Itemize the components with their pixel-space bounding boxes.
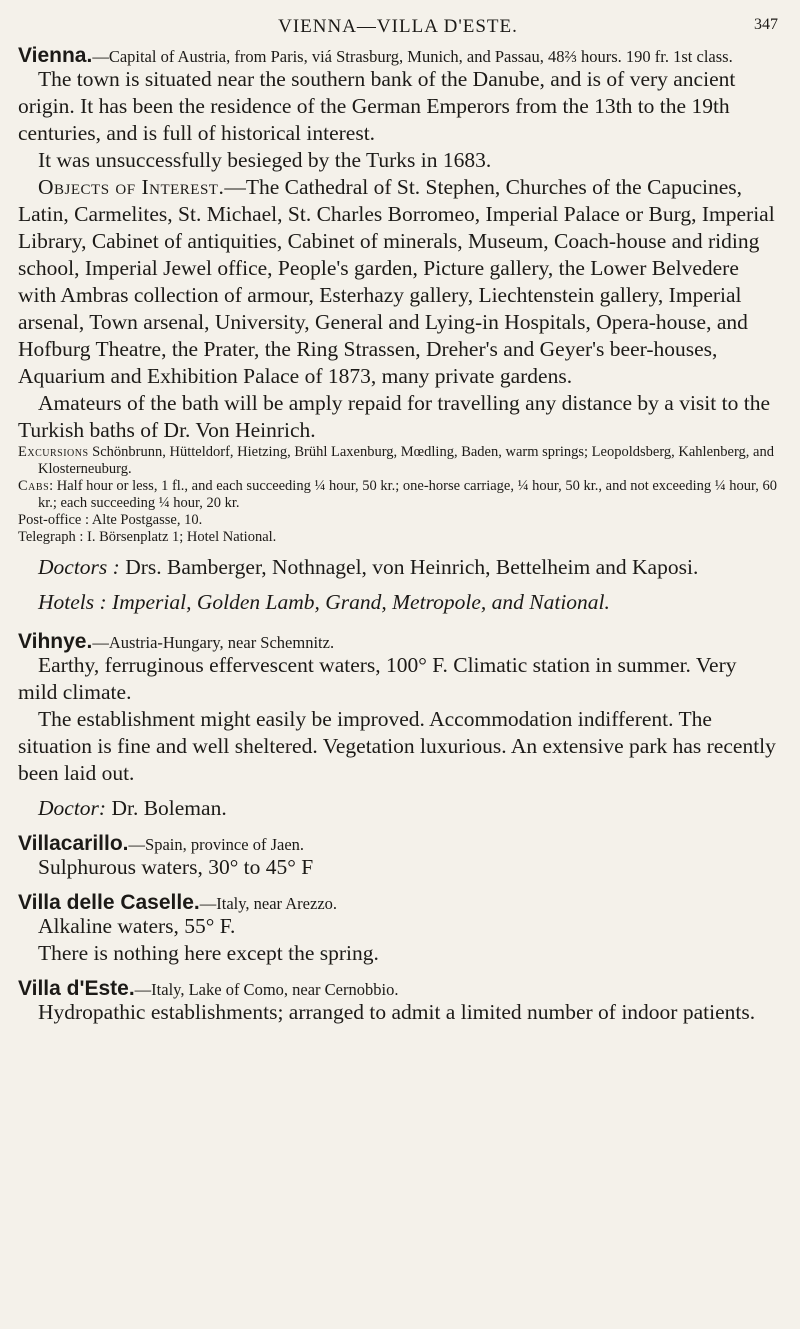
entry-intro-text: —Capital of Austria, from Paris, viá Strasburg, Munich, and Passau, 48⅔ hours. 190 fr. 1st class.	[92, 47, 733, 66]
section-label: Cabs	[18, 478, 50, 494]
book-page	[18, 0, 778, 1026]
section-text: : Half hour or less, 1 fl., and each succeeding ¼ hour, 50 kr.; one-horse carriage, ¼ hour, 50 kr., and not exceeding ¼ hour, 60 kr.; each succeeding ¼ hour, 20 kr.	[38, 478, 778, 511]
paragraph: Alkaline waters, 55° F.	[38, 914, 236, 938]
entry-intro	[18, 834, 778, 854]
objects-of-interest	[18, 174, 778, 390]
headword: Villa delle Caselle.	[18, 891, 200, 914]
headword: Villacarillo.	[18, 832, 129, 855]
section-label: Doctors :	[38, 555, 120, 579]
telegraph: Telegraph : I. Börsenplatz 1; Hotel National.	[18, 529, 277, 545]
section-text: Dr. Boleman.	[106, 796, 227, 820]
entry-vihnye	[18, 632, 778, 822]
entry-villa-delle-caselle	[18, 893, 778, 967]
entry-intro	[18, 46, 778, 66]
entry-vienna	[18, 46, 778, 616]
doctors	[18, 554, 778, 581]
doctor	[18, 795, 778, 822]
headword: Vihnye.	[18, 630, 93, 653]
section-text: Drs. Bamberger, Nothnagel, von Heinrich, Bettelheim and Kaposi.	[119, 555, 699, 579]
entry-intro	[18, 893, 778, 913]
running-head	[18, 6, 778, 46]
section-text: Imperial, Golden Lamb, Grand, Metropole, and National.	[106, 590, 610, 614]
paragraph: It was unsuccessfully besieged by the Turks in 1683.	[38, 148, 492, 172]
running-title: VIENNA—VILLA D'ESTE.	[278, 16, 518, 37]
section-text: —The Cathedral of St. Stephen, Churches of the Capucines, Latin, Carmelites, St. Michael, St. Charles Borromeo, Imperial Palace or Burg, Imperial Library, Cabinet of antiquities, Cabinet of minerals, Museum, Coach-house and riding school, Imperial Jewel office, People's garden, Picture gallery, the Lower Belvedere with Ambras collection of armour, Esterhazy gallery, Liechtenstein gallery, Imperial arsenal, Town arsenal, University, General and Lying-in Hospitals, Opera-house, and Hofburg Theatre, the Prater, the Ring Strassen, Dreher's and Geyer's beer-houses, Aquarium and Exhibition Palace of 1873, many private gardens.	[18, 175, 775, 388]
section-label: Hotels :	[38, 590, 107, 614]
headword: Vienna.	[18, 44, 93, 67]
entry-intro-text: —Italy, near Arezzo.	[199, 894, 338, 913]
hotels	[18, 589, 778, 616]
section-text: Schönbrunn, Hütteldorf, Hietzing, Brühl Laxenburg, Mœdling, Baden, warm springs; Leopoldsberg, Kahlenberg, and Klosterneuburg.	[38, 444, 774, 477]
excursions	[18, 444, 778, 478]
paragraph: Sulphurous waters, 30° to 45° F	[38, 855, 314, 879]
paragraph: Hydropathic establishments; arranged to admit a limited number of indoor patients.	[38, 1000, 756, 1024]
paragraph: The establishment might easily be improved. Accommodation indifferent. The situation is fine and well sheltered. Vegetation luxurious. An extensive park has recently been laid out.	[18, 707, 776, 785]
entry-intro	[18, 979, 778, 999]
paragraph: Earthy, ferruginous effervescent waters, 100° F. Climatic station in summer. Very mild climate.	[18, 653, 737, 704]
section-label: Objects of Interest.	[38, 175, 225, 199]
entry-villa-d-este	[18, 979, 778, 1026]
paragraph: Amateurs of the bath will be amply repaid for travelling any distance by a visit to the Turkish baths of Dr. Von Heinrich.	[18, 391, 770, 442]
paragraph: The town is situated near the southern bank of the Danube, and is of very ancient origin. It has been the residence of the German Emperors from the 13th to the 19th centuries, and is full of historical interest.	[18, 67, 736, 145]
entry-villacarillo	[18, 834, 778, 881]
entry-intro-text: —Austria-Hungary, near Schemnitz.	[92, 633, 335, 652]
section-label: Excursions	[18, 444, 89, 460]
entry-intro-text: —Italy, Lake of Como, near Cernobbio.	[134, 980, 399, 999]
headword: Villa d'Este.	[18, 977, 135, 1000]
entry-intro-text: —Spain, province of Jaen.	[128, 835, 305, 854]
page-number: 347	[754, 16, 778, 33]
cabs	[18, 478, 778, 512]
paragraph: There is nothing here except the spring.	[38, 941, 379, 965]
entry-intro	[18, 632, 778, 652]
section-label: Doctor:	[38, 796, 107, 820]
post-office: Post-office : Alte Postgasse, 10.	[18, 512, 203, 528]
